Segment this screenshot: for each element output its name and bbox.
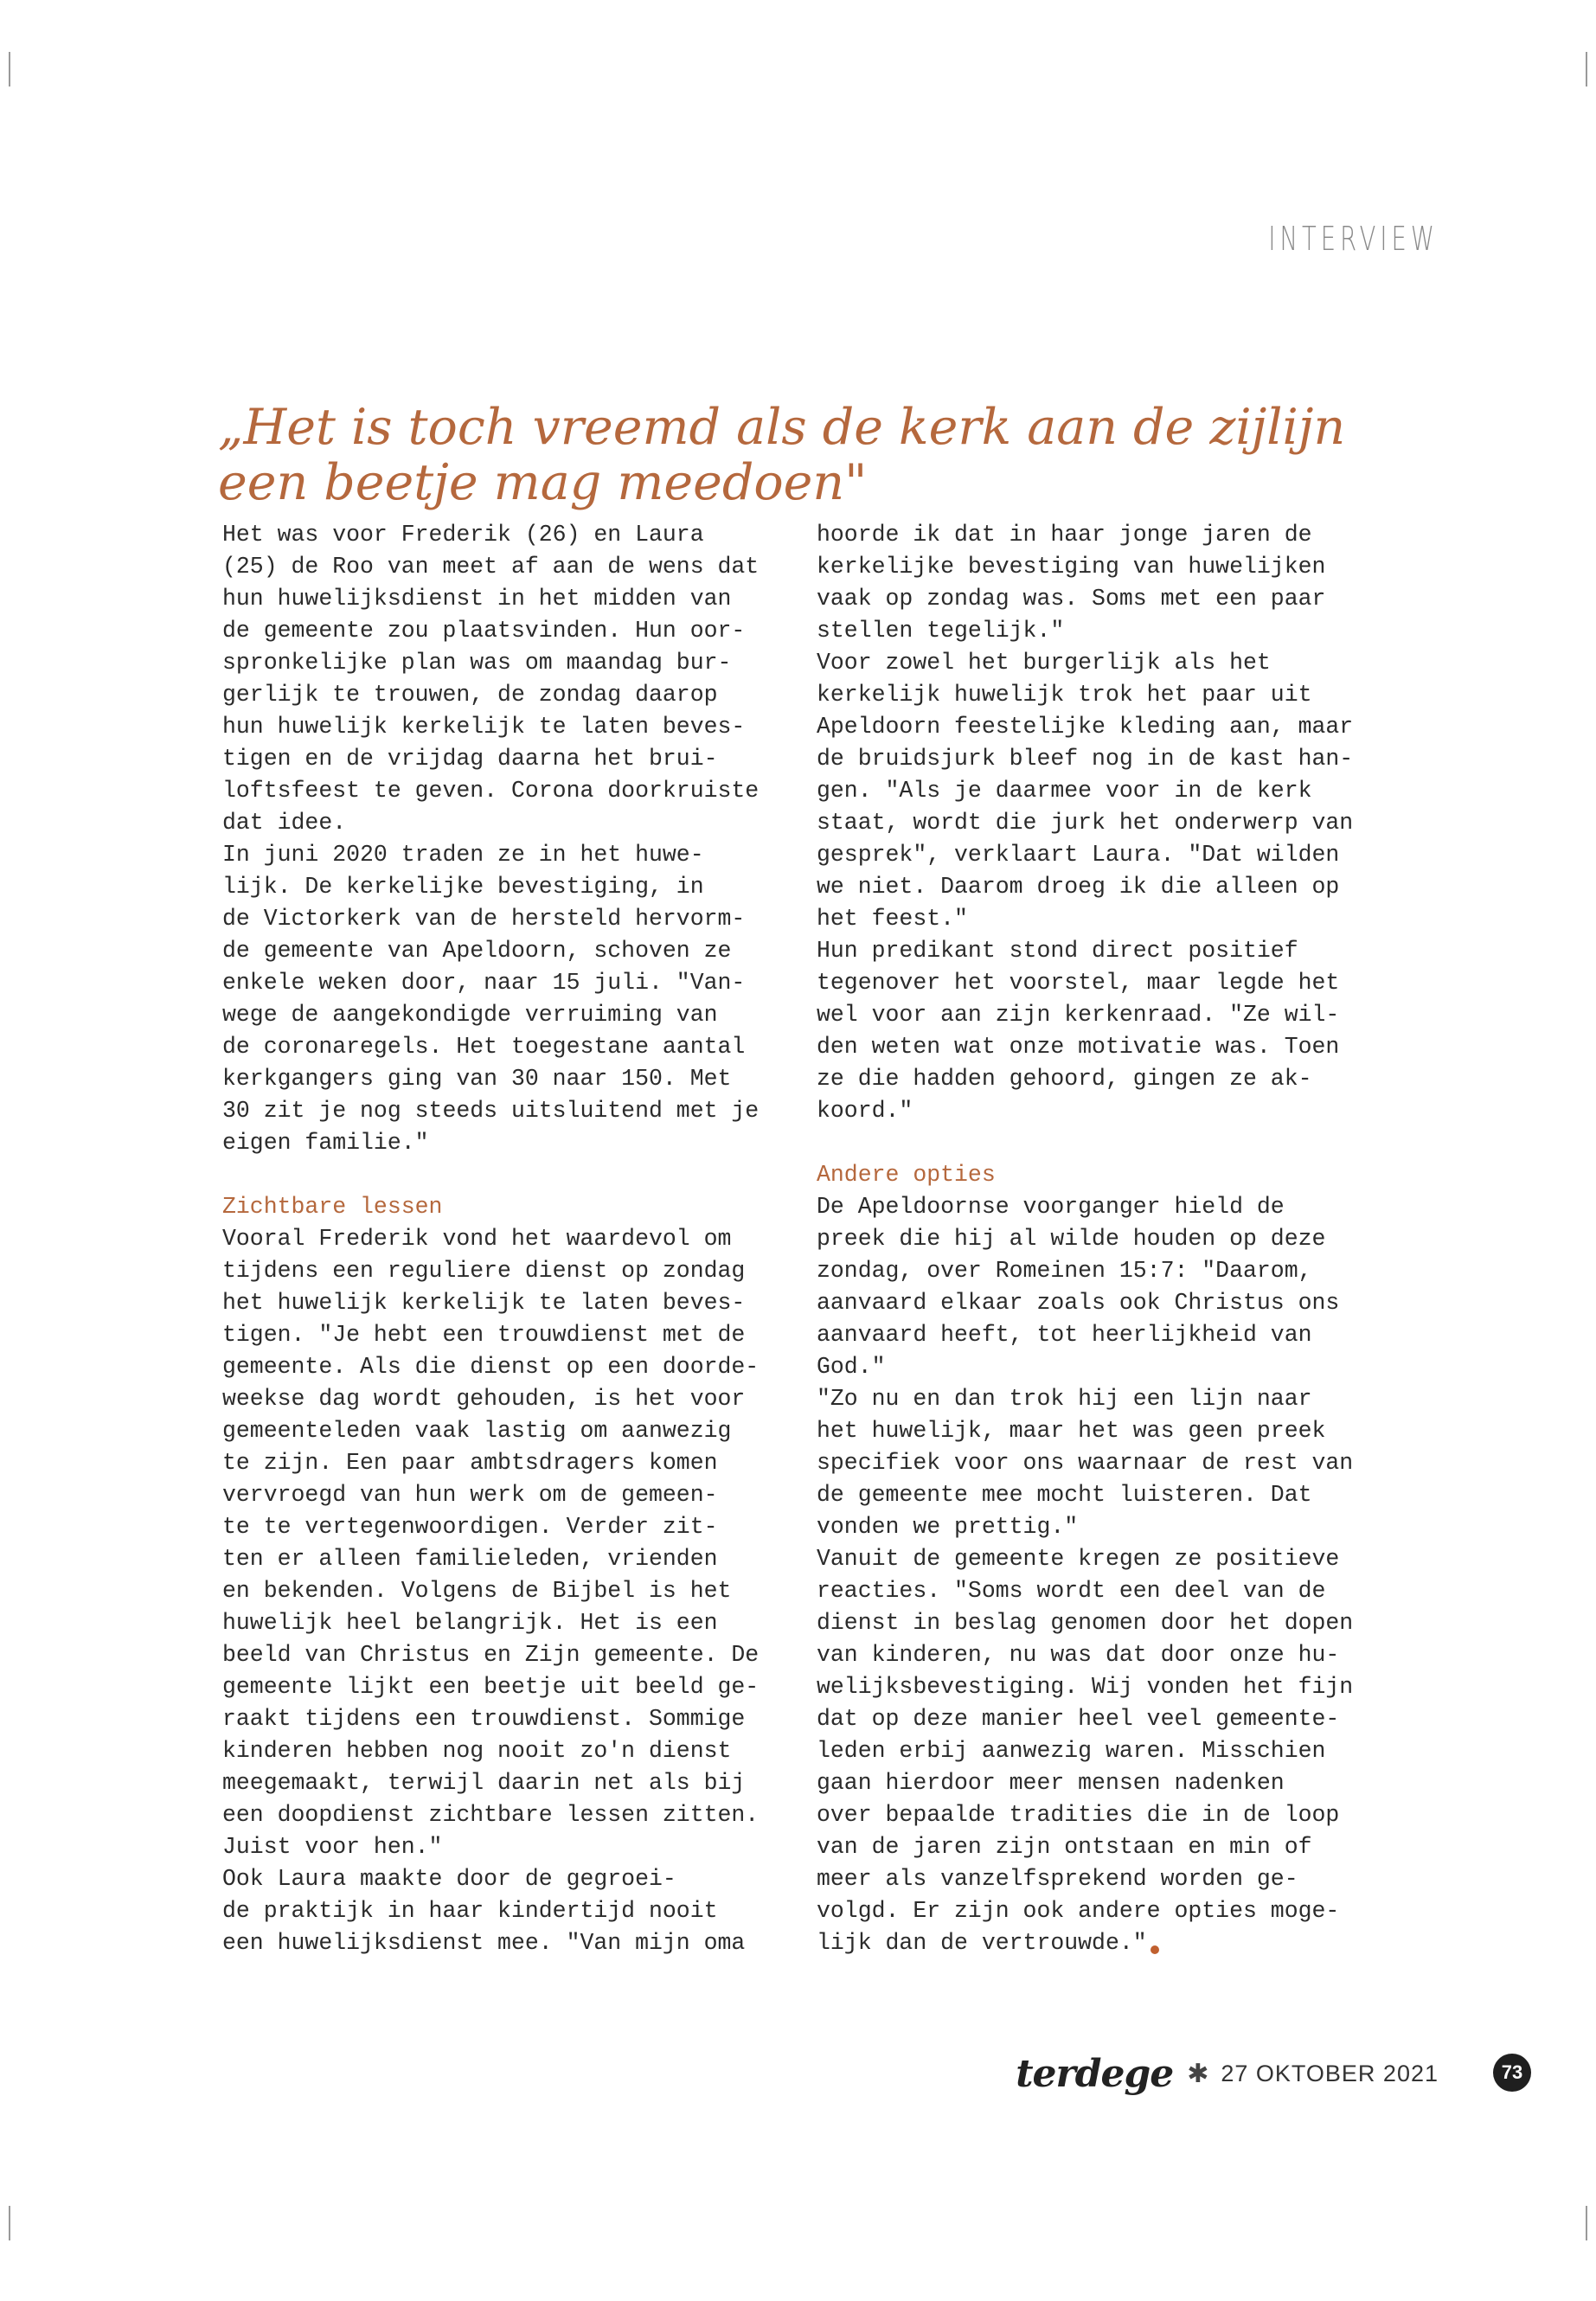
text-line: welijksbevestiging. Wij vonden het fijn bbox=[817, 1674, 1354, 1700]
text-line: reacties. "Soms wordt een deel van de bbox=[817, 1578, 1326, 1604]
text-line: Voor zowel het burgerlijk als het bbox=[817, 650, 1271, 676]
text-line: de praktijk in haar kindertijd nooit bbox=[222, 1898, 718, 1924]
text-line: kinderen hebben nog nooit zo'n dienst bbox=[222, 1738, 732, 1764]
text-line: den weten wat onze motivatie was. Toen bbox=[817, 1034, 1340, 1060]
issue-date: 27 OKTOBER 2021 bbox=[1221, 2061, 1439, 2086]
text-line: wel voor aan zijn kerkenraad. "Ze wil- bbox=[817, 1002, 1340, 1028]
crop-mark-top-right bbox=[1586, 52, 1587, 87]
text-line: gaan hierdoor meer mensen nadenken bbox=[817, 1770, 1285, 1796]
text-line: De Apeldoornse voorganger hield de bbox=[817, 1194, 1285, 1220]
text-line: kerkelijke bevestiging van huwelijken bbox=[817, 554, 1326, 580]
text-line: zondag, over Romeinen 15:7: "Daarom, bbox=[817, 1258, 1312, 1284]
page-number: 73 bbox=[1493, 2054, 1531, 2092]
text-line: lijk. De kerkelijke bevestiging, in bbox=[222, 874, 704, 900]
section-label: INTERVIEW bbox=[1268, 220, 1439, 258]
text-line: beeld van Christus en Zijn gemeente. De bbox=[222, 1642, 760, 1668]
text-line: stellen tegelijk." bbox=[817, 618, 1065, 644]
text-line: tigen. "Je hebt een trouwdienst met de bbox=[222, 1322, 746, 1348]
text-line: de coronaregels. Het toegestane aantal bbox=[222, 1034, 746, 1060]
subheading: Zichtbare lessen bbox=[222, 1194, 443, 1220]
text-line: aanvaard heeft, tot heerlijkheid van bbox=[817, 1322, 1312, 1348]
text-line: raakt tijdens een trouwdienst. Sommige bbox=[222, 1706, 746, 1732]
text-line: en bekenden. Volgens de Bijbel is het bbox=[222, 1578, 732, 1604]
text-line: hoorde ik dat in haar jonge jaren de bbox=[817, 522, 1312, 548]
text-line: leden erbij aanwezig waren. Misschien bbox=[817, 1738, 1326, 1764]
text-line: vaak op zondag was. Soms met een paar bbox=[817, 586, 1326, 612]
text-line: de gemeente van Apeldoorn, schoven ze bbox=[222, 938, 732, 964]
page-footer bbox=[1016, 2052, 1439, 2096]
crop-mark-bottom-left bbox=[9, 2206, 10, 2240]
text-line: Het was voor Frederik (26) en Laura bbox=[222, 522, 704, 548]
crop-mark-bottom-right bbox=[1586, 2206, 1587, 2240]
text-line: aanvaard elkaar zoals ook Christus ons bbox=[817, 1290, 1340, 1316]
text-line: wege de aangekondigde verruiming van bbox=[222, 1002, 718, 1028]
text-line: eigen familie." bbox=[222, 1130, 429, 1156]
text-line: van kinderen, nu was dat door onze hu- bbox=[817, 1642, 1340, 1668]
text-line: Apeldoorn feestelijke kleding aan, maar bbox=[817, 714, 1354, 740]
text-line: preek die hij al wilde houden op deze bbox=[817, 1226, 1326, 1252]
text-line: meer als vanzelfsprekend worden ge- bbox=[817, 1866, 1298, 1892]
end-mark-icon bbox=[1151, 1945, 1159, 1954]
text-line: dat op deze manier heel veel gemeente- bbox=[817, 1706, 1340, 1732]
text-line: de gemeente mee mocht luisteren. Dat bbox=[817, 1482, 1312, 1508]
text-line: gerlijk te trouwen, de zondag daarop bbox=[222, 682, 718, 708]
text-line: gemeenteleden vaak lastig om aanwezig bbox=[222, 1418, 732, 1444]
text-line: meegemaakt, terwijl daarin net als bij bbox=[222, 1770, 746, 1796]
text-line: staat, wordt die jurk het onderwerp van bbox=[817, 810, 1354, 836]
text-line: kerkgangers ging van 30 naar 150. Met bbox=[222, 1066, 732, 1092]
text-line: de Victorkerk van de hersteld hervorm- bbox=[222, 906, 746, 932]
text-line: kerkelijk huwelijk trok het paar uit bbox=[817, 682, 1312, 708]
article-column-left bbox=[222, 519, 793, 1959]
text-line: volgd. Er zijn ook andere opties moge- bbox=[817, 1898, 1340, 1924]
text-line: een huwelijksdienst mee. "Van mijn oma bbox=[222, 1930, 746, 1956]
text-line: huwelijk heel belangrijk. Het is een bbox=[222, 1610, 718, 1636]
text-line: dienst in beslag genomen door het dopen bbox=[817, 1610, 1354, 1636]
text-line: Vooral Frederik vond het waardevol om bbox=[222, 1226, 732, 1252]
text-line: hun huwelijk kerkelijk te laten beves- bbox=[222, 714, 746, 740]
text-line: ze die hadden gehoord, gingen ze ak- bbox=[817, 1066, 1312, 1092]
text-line: gen. "Als je daarmee voor in de kerk bbox=[817, 778, 1312, 804]
text-line: gemeente. Als die dienst op een doorde- bbox=[222, 1354, 760, 1380]
text-line: het huwelijk, maar het was geen preek bbox=[817, 1418, 1326, 1444]
article-headline: „Het is toch vreemd als de kerk aan de zijlijn een beetje mag meedoen" bbox=[218, 399, 1346, 511]
text-line: te te vertegenwoordigen. Verder zit- bbox=[222, 1514, 718, 1540]
text-line: tegenover het voorstel, maar legde het bbox=[817, 970, 1340, 996]
article-column-right bbox=[817, 519, 1388, 1959]
text-line: ten er alleen familieleden, vrienden bbox=[222, 1546, 718, 1572]
text-line: (25) de Roo van meet af aan de wens dat bbox=[222, 554, 760, 580]
text-line: Vanuit de gemeente kregen ze positieve bbox=[817, 1546, 1340, 1572]
text-line: we niet. Daarom droeg ik die alleen op bbox=[817, 874, 1340, 900]
text-line: God." bbox=[817, 1354, 886, 1380]
text-line: dat idee. bbox=[222, 810, 347, 836]
text-line: Hun predikant stond direct positief bbox=[817, 938, 1298, 964]
text-line: Juist voor hen." bbox=[222, 1834, 443, 1860]
text-line: spronkelijke plan was om maandag bur- bbox=[222, 650, 732, 676]
text-line: over bepaalde tradities die in de loop bbox=[817, 1802, 1340, 1828]
text-line: 30 zit je nog steeds uitsluitend met je bbox=[222, 1098, 760, 1124]
text-line: "Zo nu en dan trok hij een lijn naar bbox=[817, 1386, 1312, 1412]
crop-mark-top-left bbox=[9, 52, 10, 87]
text-line: loftsfeest te geven. Corona doorkruiste bbox=[222, 778, 760, 804]
text-line: tigen en de vrijdag daarna het brui- bbox=[222, 746, 718, 772]
text-line: In juni 2020 traden ze in het huwe- bbox=[222, 842, 704, 868]
text-line: te zijn. Een paar ambtsdragers komen bbox=[222, 1450, 718, 1476]
text-line: de bruidsjurk bleef nog in de kast han- bbox=[817, 746, 1354, 772]
text-line: het huwelijk kerkelijk te laten beves- bbox=[222, 1290, 746, 1316]
text-line: van de jaren zijn ontstaan en min of bbox=[817, 1834, 1312, 1860]
separator-star-icon: ✱ bbox=[1187, 2059, 1209, 2089]
brand-logo: terdege bbox=[1016, 2052, 1174, 2096]
text-line: de gemeente zou plaatsvinden. Hun oor- bbox=[222, 618, 746, 644]
paragraph-gap bbox=[222, 1159, 793, 1191]
text-line: een doopdienst zichtbare lessen zitten. bbox=[222, 1802, 760, 1828]
text-line: weekse dag wordt gehouden, is het voor bbox=[222, 1386, 746, 1412]
text-line: specifiek voor ons waarnaar de rest van bbox=[817, 1450, 1354, 1476]
text-line: hun huwelijksdienst in het midden van bbox=[222, 586, 732, 612]
text-line: vonden we prettig." bbox=[817, 1514, 1079, 1540]
text-line: koord." bbox=[817, 1098, 913, 1124]
paragraph-gap bbox=[817, 1127, 1388, 1159]
text-line: het feest." bbox=[817, 906, 968, 932]
text-line: gesprek", verklaart Laura. "Dat wilden bbox=[817, 842, 1340, 868]
text-line: vervroegd van hun werk om de gemeen- bbox=[222, 1482, 718, 1508]
text-line: lijk dan de vertrouwde." bbox=[817, 1927, 1388, 1959]
text-line: gemeente lijkt een beetje uit beeld ge- bbox=[222, 1674, 760, 1700]
text-line: tijdens een reguliere dienst op zondag bbox=[222, 1258, 746, 1284]
text-line: Ook Laura maakte door de gegroei- bbox=[222, 1866, 676, 1892]
text-line: enkele weken door, naar 15 juli. "Van- bbox=[222, 970, 746, 996]
subheading: Andere opties bbox=[817, 1162, 996, 1188]
